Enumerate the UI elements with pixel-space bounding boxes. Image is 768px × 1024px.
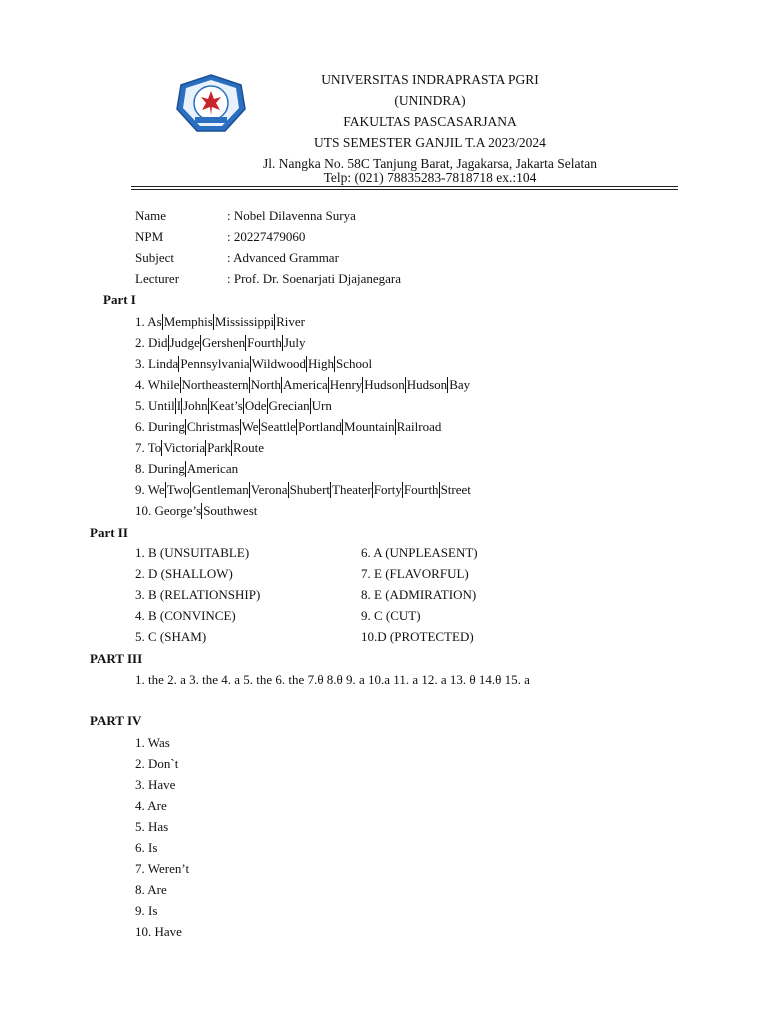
part1-answer-segment: Theater: [332, 482, 372, 497]
header-abbreviation: (UNINDRA): [394, 93, 466, 108]
part1-answer-row: [135, 482, 471, 498]
part1-answer-row: [135, 377, 470, 393]
part1-answer-segment: Keat’s: [209, 398, 243, 413]
info-label-subject: Subject: [135, 250, 174, 265]
part1-item-number: 7. To: [135, 440, 162, 455]
part2-answer: 1. B (UNSUITABLE): [135, 545, 250, 560]
part1-answer-segment: John: [183, 398, 208, 413]
part1-item-number: 3. Linda: [135, 356, 179, 371]
part1-answer-segment: Fourth: [403, 482, 439, 497]
part4-answer: 3. Have: [135, 777, 176, 792]
part1-answer-segment: Route: [232, 440, 265, 455]
part1-answer-segment: North: [250, 377, 282, 392]
part1-answer-segment: Urn: [311, 398, 332, 413]
part4-answer: 6. Is: [135, 840, 158, 855]
part1-answer-segment: Pennsylvania: [180, 356, 250, 371]
part1-answer-segment: Shubert: [289, 482, 331, 497]
header-university: UNIVERSITAS INDRAPRASTA PGRI: [321, 72, 539, 87]
part1-answer-segment: Ode: [244, 398, 267, 413]
part2-answer: 2. D (SHALLOW): [135, 566, 233, 581]
header-divider: [131, 186, 678, 187]
info-value-subject: : Advanced Grammar: [227, 250, 339, 265]
part2-answer: 6. A (UNPLEASENT): [361, 545, 478, 560]
part1-answer-row: [135, 440, 264, 456]
part1-item-number: 9. We: [135, 482, 165, 497]
part1-answer-segment: America: [283, 377, 328, 392]
part4-answer: 1. Was: [135, 735, 170, 750]
part1-answer-segment: Gentleman: [191, 482, 249, 497]
header-address: Jl. Nangka No. 58C Tanjung Barat, Jagakarsa, Jakarta Selatan: [263, 156, 597, 171]
part1-item-number: 6. During: [135, 419, 185, 434]
part1-answer-segment: Two: [166, 482, 190, 497]
part4-title: PART IV: [90, 713, 142, 728]
header-exam: UTS SEMESTER GANJIL T.A 2023/2024: [314, 135, 546, 150]
part1-answer-segment: Verona: [250, 482, 288, 497]
part1-answer-segment: Park: [207, 440, 231, 455]
part1-answer-segment: July: [283, 335, 306, 350]
info-label-name: Name: [135, 208, 167, 223]
part4-answer: 8. Are: [135, 882, 167, 897]
part1-answer-segment: Christmas: [186, 419, 240, 434]
part2-answer: 9. C (CUT): [361, 608, 421, 623]
part3-title: PART III: [90, 651, 143, 666]
part1-item-number: 1. As: [135, 314, 162, 329]
part2-answer: 7. E (FLAVORFUL): [361, 566, 469, 581]
part1-answer-segment: School: [336, 356, 373, 371]
part1-answer-segment: Northeastern: [181, 377, 249, 392]
part4-answer: 5. Has: [135, 819, 169, 834]
part1-answer-segment: Hudson: [364, 377, 405, 392]
part1-answer-segment: Railroad: [396, 419, 442, 434]
part1-answer-segment: Gershen: [201, 335, 246, 350]
part1-answer-segment: Judge: [169, 335, 200, 350]
header-faculty: FAKULTAS PASCASARJANA: [343, 114, 517, 129]
info-value-lecturer: : Prof. Dr. Soenarjati Djajanegara: [227, 271, 401, 286]
part1-item-number: 10. George’s: [135, 503, 202, 518]
part1-answer-row: [135, 419, 441, 435]
part4-answer: 2. Don`t: [135, 756, 179, 771]
part1-item-number: 8. During: [135, 461, 185, 476]
part1-answer-row: [135, 398, 332, 414]
part1-answer-segment: American: [186, 461, 239, 476]
header-divider-second: [131, 189, 678, 190]
part2-answer: 10.D (PROTECTED): [361, 629, 474, 644]
part1-answer-segment: Southwest: [203, 503, 258, 518]
part2-answer: 3. B (RELATIONSHIP): [135, 587, 261, 602]
part1-answer-segment: Henry: [329, 377, 363, 392]
part1-answer-row: [135, 461, 238, 477]
info-value-npm: : 20227479060: [227, 229, 306, 244]
info-value-name: : Nobel Dilavenna Surya: [227, 208, 356, 223]
info-label-npm: NPM: [135, 229, 164, 244]
part1-answer-segment: Portland: [297, 419, 343, 434]
part1-answer-segment: River: [276, 314, 305, 329]
info-label-lecturer: Lecturer: [135, 271, 180, 286]
part1-answer-segment: Forty: [373, 482, 402, 497]
part1-answer-segment: Hudson: [406, 377, 448, 392]
part1-title: Part I: [103, 292, 136, 307]
part4-answer: 9. Is: [135, 903, 158, 918]
part3-answers: 1. the 2. a 3. the 4. a 5. the 6. the 7.θ 8.θ 9. a 10.a 11. a 12. a 13. θ 14.θ 15. a: [135, 672, 530, 687]
part4-answer: 7. Weren’t: [135, 861, 190, 876]
part1-answer-segment: Grecian: [268, 398, 310, 413]
part1-answer-segment: Seattle: [260, 419, 296, 434]
part1-answer-segment: Wildwood: [251, 356, 307, 371]
part1-item-number: 2. Did: [135, 335, 168, 350]
part1-answer-segment: Bay: [449, 377, 471, 392]
part1-answer-segment: Street: [440, 482, 471, 497]
part1-answer-segment: Memphis: [163, 314, 213, 329]
part1-answer-row: [135, 503, 257, 519]
part2-answer: 5. C (SHAM): [135, 629, 207, 644]
part1-answer-row: [135, 356, 372, 372]
part1-answer-segment: Mississippi: [214, 314, 275, 329]
part1-item-number: 4. While: [135, 377, 180, 392]
part2-title: Part II: [90, 525, 128, 540]
part1-answer-segment: Mountain: [344, 419, 395, 434]
part1-answer-segment: Fourth: [247, 335, 282, 350]
part1-answer-segment: We: [241, 419, 259, 434]
header-phone: Telp: (021) 78835283-7818718 ex.:104: [323, 170, 537, 185]
part1-item-number: 5. Until: [135, 398, 175, 413]
part1-answer-segment: Victoria: [163, 440, 206, 455]
part1-answer-segment: High: [308, 356, 335, 371]
part1-answer-row: [135, 314, 305, 330]
part2-answer: 4. B (CONVINCE): [135, 608, 236, 623]
part1-answer-row: [135, 335, 306, 351]
part4-answer: 10. Have: [135, 924, 182, 939]
part4-answer: 4. Are: [135, 798, 167, 813]
part1-answer-segment: I: [176, 398, 182, 413]
part2-answer: 8. E (ADMIRATION): [361, 587, 477, 602]
